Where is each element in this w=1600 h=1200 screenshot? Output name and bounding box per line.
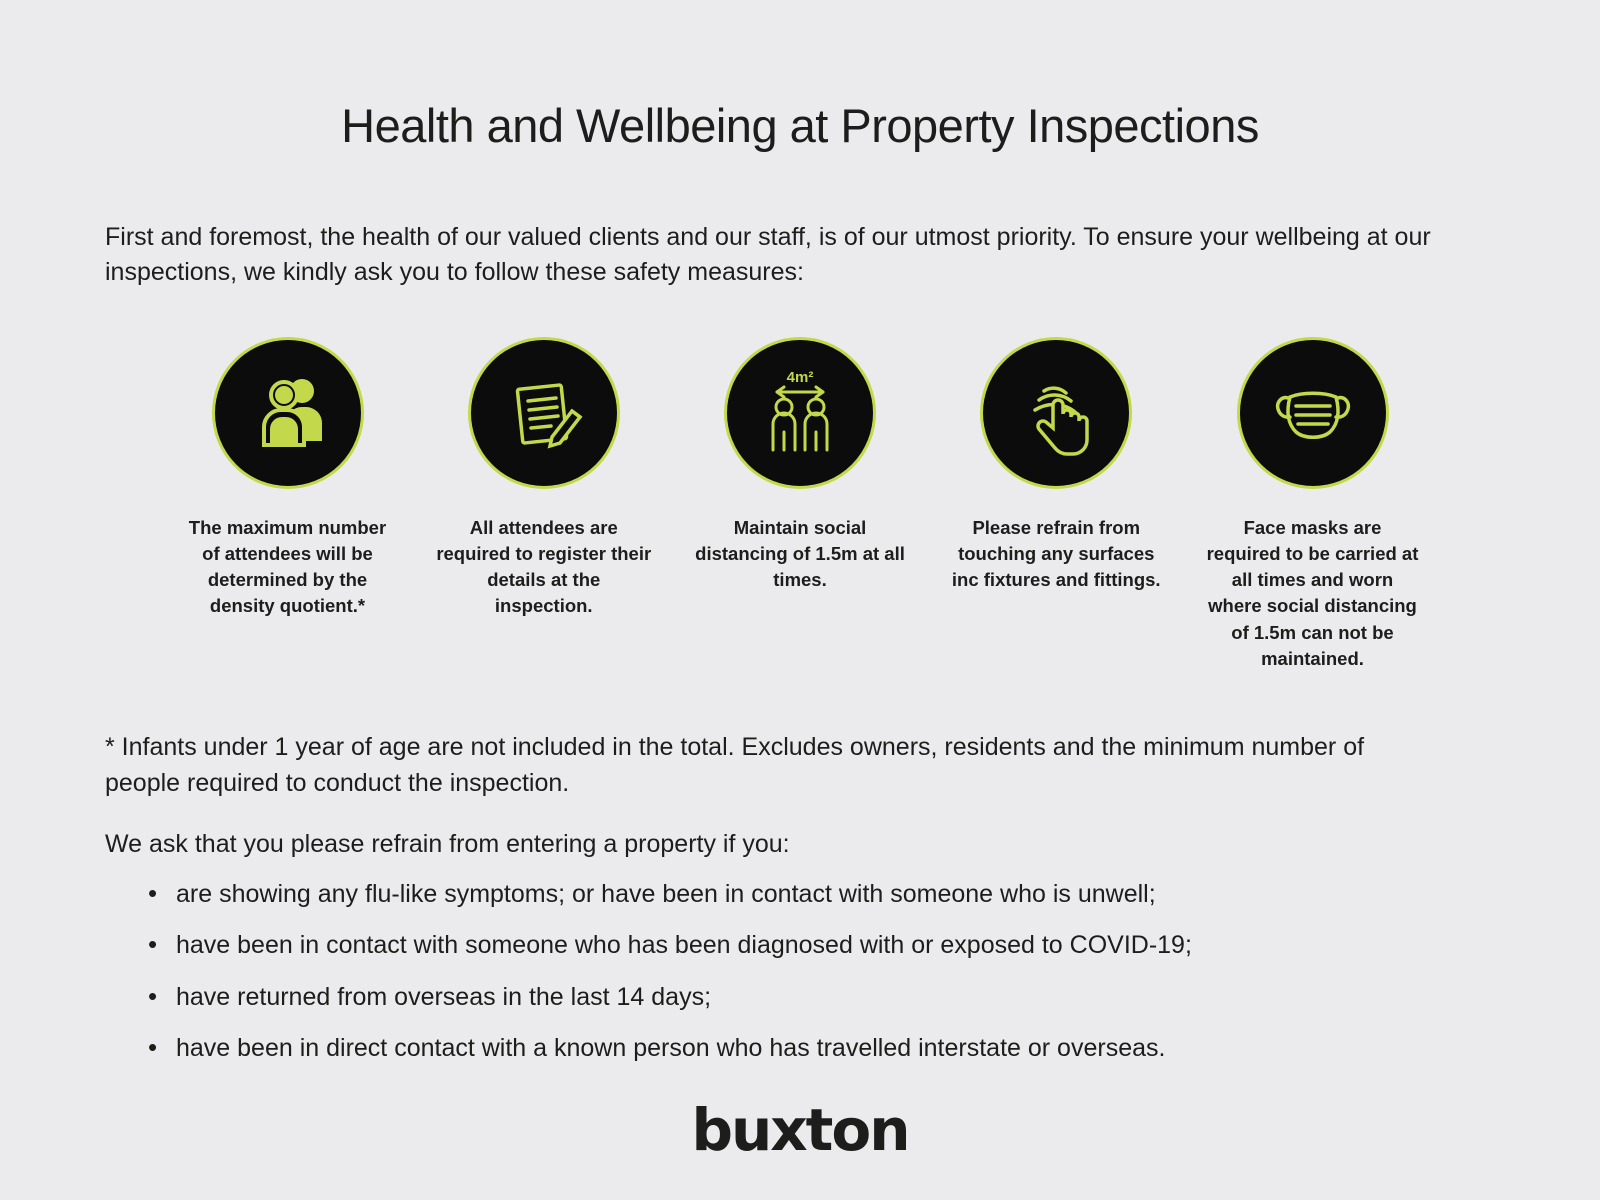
measure-caption: Please refrain from touching any surfaces inc fixtures and fittings.	[951, 516, 1161, 591]
measure-item-register	[436, 337, 651, 620]
ask-intro-text: We ask that you please refrain from entering a property if you:	[105, 830, 790, 859]
no-touch-hand-icon	[980, 337, 1132, 489]
logo-area	[0, 1096, 1600, 1164]
register-form-pen-icon	[468, 337, 620, 489]
measure-caption: Face masks are required to be carried at all times and worn where social distancing of 1.5m can not be maintained.	[1206, 516, 1419, 670]
measure-caption: All attendees are required to register their details at the inspection.	[436, 516, 652, 617]
face-mask-icon	[1237, 337, 1389, 489]
conditions-list	[100, 877, 1500, 1067]
page-title: Health and Wellbeing at Property Inspections	[341, 99, 1259, 152]
measure-item-distancing	[693, 337, 908, 594]
list-item: • have been in contact with someone who has been diagnosed with or exposed to COVID-19;	[148, 928, 1500, 964]
svg-text:4m²: 4m²	[786, 368, 814, 386]
measure-item-no-touch	[949, 337, 1164, 594]
measure-caption: The maximum number of attendees will be determined by the density quotient.*	[188, 516, 387, 617]
buxton-logo: buxton	[691, 1096, 909, 1164]
safety-measures-row	[180, 337, 1420, 673]
social-distancing-icon	[724, 337, 876, 489]
intro-paragraph: First and foremost, the health of our valued clients and our staff, is of our utmost priority. To ensure your wellbeing at our inspections, we kindly ask you to follow these safety measures:	[105, 222, 1431, 287]
list-item: • are showing any flu-like symptoms; or have been in contact with someone who is unwell;	[148, 877, 1500, 913]
measure-item-face-mask	[1205, 337, 1420, 673]
measure-item-attendees	[180, 337, 395, 620]
footnote-text: * Infants under 1 year of age are not included in the total. Excludes owners, residents and the minimum number of people required to conduct the inspection.	[105, 733, 1365, 797]
list-item: • have returned from overseas in the last 14 days;	[148, 980, 1500, 1016]
people-group-icon	[212, 337, 364, 489]
list-item: • have been in direct contact with a known person who has travelled interstate or overseas.	[148, 1031, 1500, 1067]
measure-caption: Maintain social distancing of 1.5m at all times.	[695, 516, 905, 591]
